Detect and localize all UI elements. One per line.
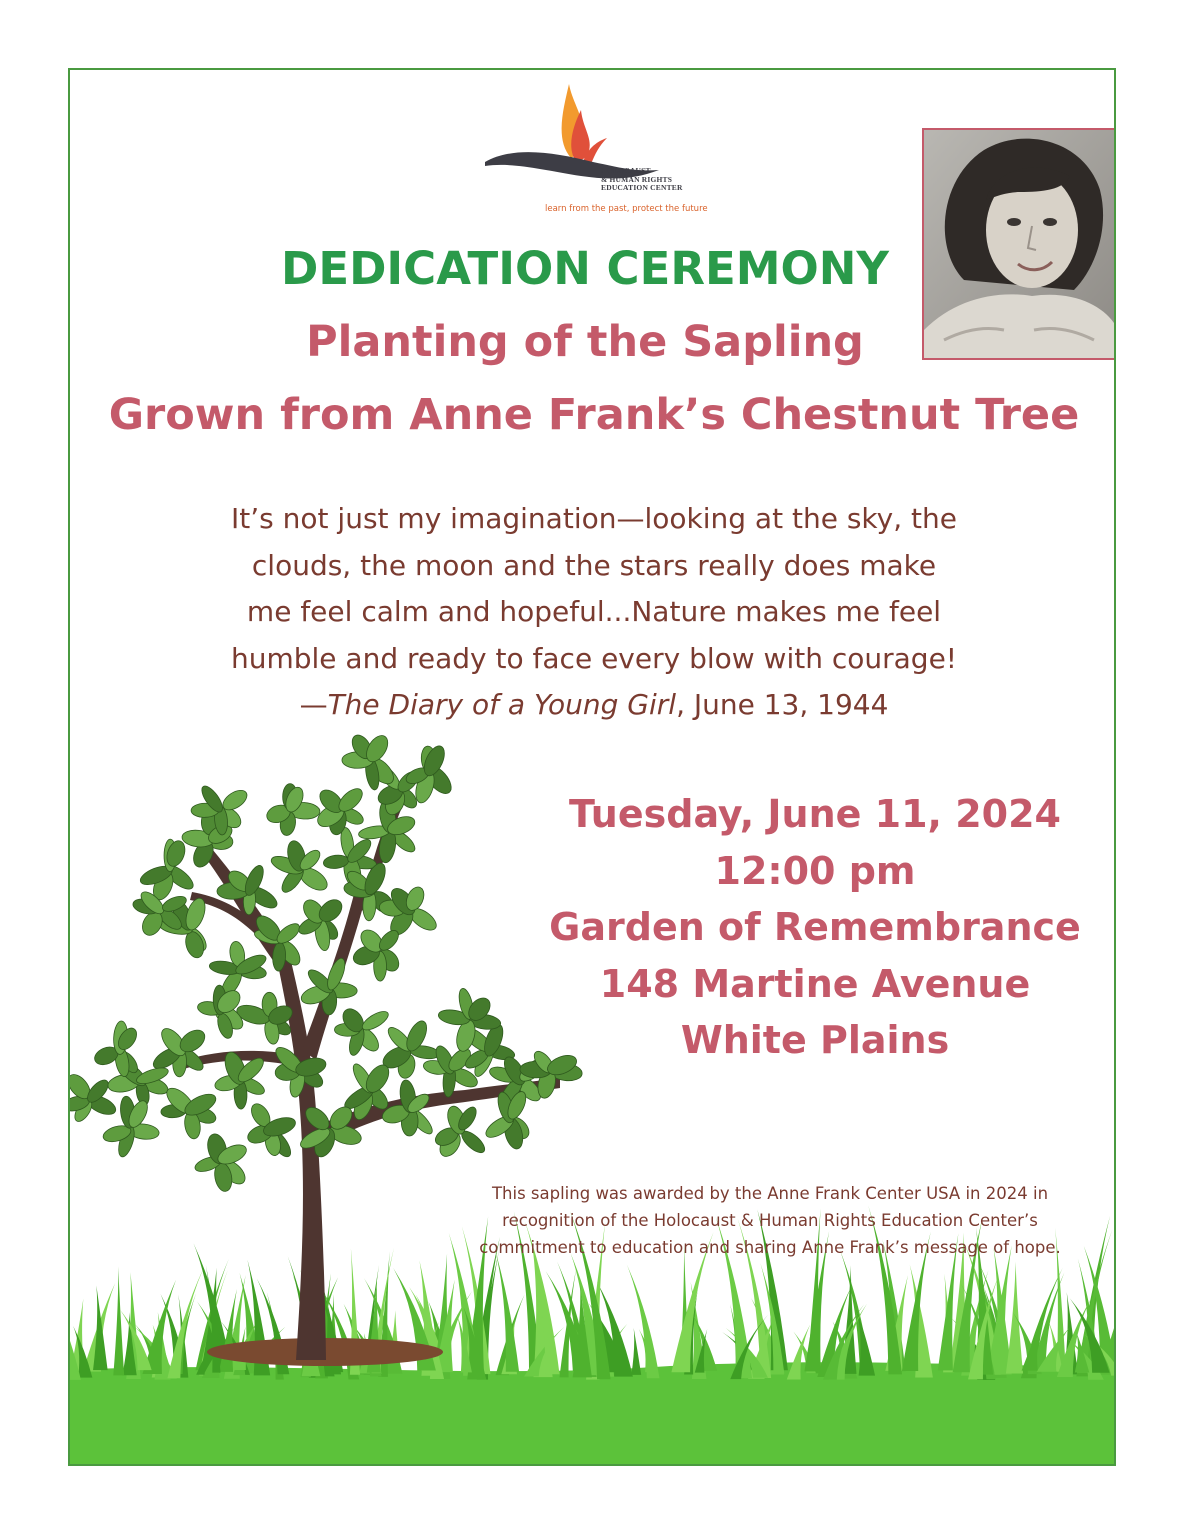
grown-heading: Grown from Anne Frank’s Chestnut Tree bbox=[108, 390, 1080, 440]
event-date: Tuesday, June 11, 2024 bbox=[569, 792, 1061, 836]
event-time: 12:00 pm bbox=[714, 848, 916, 893]
dedication-heading: DEDICATION CEREMONY bbox=[280, 242, 889, 295]
event-venue: Garden of Remembrance bbox=[549, 905, 1081, 949]
citation-date: , June 13, 1944 bbox=[676, 688, 889, 721]
award-note bbox=[410, 1180, 1116, 1261]
flyer-frame bbox=[68, 68, 1116, 1466]
event-street: 148 Martine Avenue bbox=[599, 961, 1031, 1006]
organization-logo bbox=[483, 80, 708, 220]
diary-quote bbox=[110, 496, 1078, 729]
quote-line: me feel calm and hopeful...Nature makes me feel bbox=[246, 595, 942, 628]
planting-heading: Planting of the Sapling bbox=[306, 317, 864, 367]
quote-line: clouds, the moon and the stars really does make bbox=[251, 548, 937, 582]
flame-logo-icon bbox=[483, 80, 708, 220]
citation-dash: — bbox=[299, 688, 328, 721]
quote-line: humble and ready to face every blow with courage! bbox=[230, 641, 958, 675]
award-line: recognition of the Holocaust & Human Rights Education Center’s bbox=[502, 1211, 1038, 1230]
event-details bbox=[520, 786, 1110, 1069]
citation-book-title: The Diary of a Young Girl bbox=[327, 688, 677, 721]
award-line: This sapling was awarded by the Anne Frank Center USA in 2024 in bbox=[491, 1184, 1049, 1203]
quote-line: It’s not just my imagination—looking at the sky, the bbox=[231, 502, 957, 535]
event-city: White Plains bbox=[680, 1018, 950, 1062]
logo-tagline: learn from the past, protect the future bbox=[545, 204, 708, 214]
tree-illustration-icon bbox=[70, 732, 583, 1366]
logo-organization-name: HOLOCAUST & HUMAN RIGHTS EDUCATION CENTER bbox=[601, 166, 683, 192]
quote-citation bbox=[110, 682, 1078, 729]
award-line: commitment to education and sharing Anne Frank’s message of hope. bbox=[479, 1238, 1061, 1257]
